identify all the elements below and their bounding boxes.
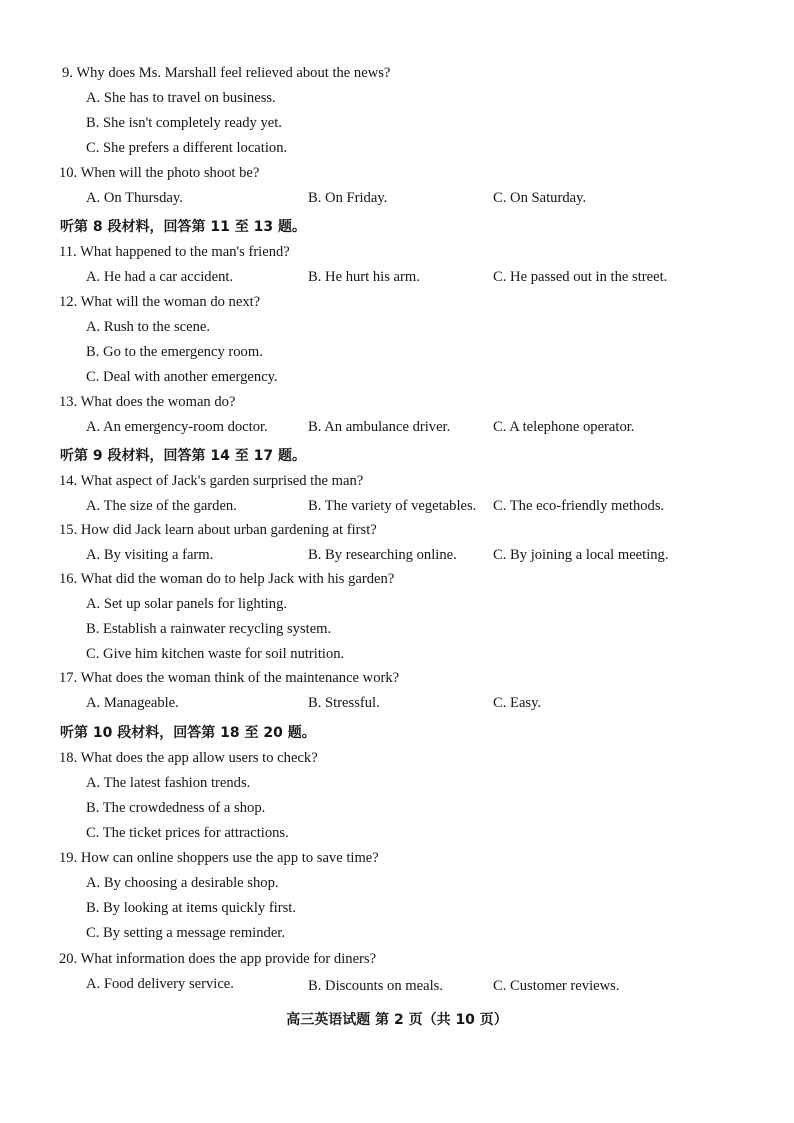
q18-option-b: B. The crowdedness of a shop. — [86, 800, 266, 816]
question-16: 16. What did the woman do to help Jack with his garden? — [59, 571, 395, 587]
q14-option-a: A. The size of the garden. — [86, 498, 237, 514]
q18-option-c: C. The ticket prices for attractions. — [86, 825, 289, 841]
q16-option-a: A. Set up solar panels for lighting. — [86, 596, 288, 612]
q14-option-c: C. The eco-friendly methods. — [493, 498, 665, 514]
q13-option-b: B. An ambulance driver. — [308, 419, 451, 435]
q17-option-a: A. Manageable. — [86, 695, 179, 711]
question-12: 12. What will the woman do next? — [59, 294, 261, 310]
q10-option-b: B. On Friday. — [308, 190, 388, 206]
q9-option-a: A. She has to travel on business. — [86, 90, 276, 106]
q12-option-b: B. Go to the emergency room. — [86, 344, 263, 360]
section-10-heading: 听第 10 段材料，回答第 18 至 20 题。 — [60, 725, 316, 741]
q18-option-a: A. The latest fashion trends. — [86, 775, 251, 791]
section-8-heading: 听第 8 段材料，回答第 11 至 13 题。 — [60, 219, 306, 235]
question-19: 19. How can online shoppers use the app to save time? — [59, 850, 379, 866]
q9-option-b: B. She isn't completely ready yet. — [86, 115, 282, 131]
q10-option-c: C. On Saturday. — [493, 190, 587, 206]
q16-option-b: B. Establish a rainwater recycling system. — [86, 621, 332, 637]
question-20: 20. What information does the app provide for diners? — [59, 951, 377, 967]
q20-option-a: A. Food delivery service. — [86, 976, 234, 992]
page-footer: 高三英语试题 第 2 页（共 10 页） — [286, 1012, 508, 1028]
q12-option-a: A. Rush to the scene. — [86, 319, 211, 335]
question-15: 15. How did Jack learn about urban gardening at first? — [59, 522, 377, 538]
section-9-heading: 听第 9 段材料，回答第 14 至 17 题。 — [60, 448, 306, 464]
q15-option-a: A. By visiting a farm. — [86, 547, 214, 563]
question-13: 13. What does the woman do? — [59, 394, 236, 410]
question-9: 9. Why does Ms. Marshall feel relieved about the news? — [62, 65, 391, 81]
q11-option-a: A. He had a car accident. — [86, 269, 234, 285]
q17-option-c: C. Easy. — [493, 695, 542, 711]
question-17: 17. What does the woman think of the maintenance work? — [59, 670, 400, 686]
question-11: 11. What happened to the man's friend? — [59, 244, 290, 260]
q20-option-c: C. Customer reviews. — [493, 978, 620, 994]
q11-option-b: B. He hurt his arm. — [308, 269, 420, 285]
q15-option-b: B. By researching online. — [308, 547, 457, 563]
q19-option-c: C. By setting a message reminder. — [86, 925, 286, 941]
question-14: 14. What aspect of Jack's garden surprised the man? — [59, 473, 364, 489]
question-18: 18. What does the app allow users to check? — [59, 750, 318, 766]
q13-option-a: A. An emergency-room doctor. — [86, 419, 268, 435]
q19-option-a: A. By choosing a desirable shop. — [86, 875, 279, 891]
q14-option-b: B. The variety of vegetables. — [308, 498, 477, 514]
q17-option-b: B. Stressful. — [308, 695, 380, 711]
q11-option-c: C. He passed out in the street. — [493, 269, 668, 285]
q13-option-c: C. A telephone operator. — [493, 419, 635, 435]
q15-option-c: C. By joining a local meeting. — [493, 547, 669, 563]
q9-option-c: C. She prefers a different location. — [86, 140, 288, 156]
q12-option-c: C. Deal with another emergency. — [86, 369, 278, 385]
question-10: 10. When will the photo shoot be? — [59, 165, 260, 181]
q19-option-b: B. By looking at items quickly first. — [86, 900, 296, 916]
q20-option-b: B. Discounts on meals. — [308, 978, 443, 994]
q16-option-c: C. Give him kitchen waste for soil nutrition. — [86, 646, 345, 662]
q10-option-a: A. On Thursday. — [86, 190, 183, 206]
